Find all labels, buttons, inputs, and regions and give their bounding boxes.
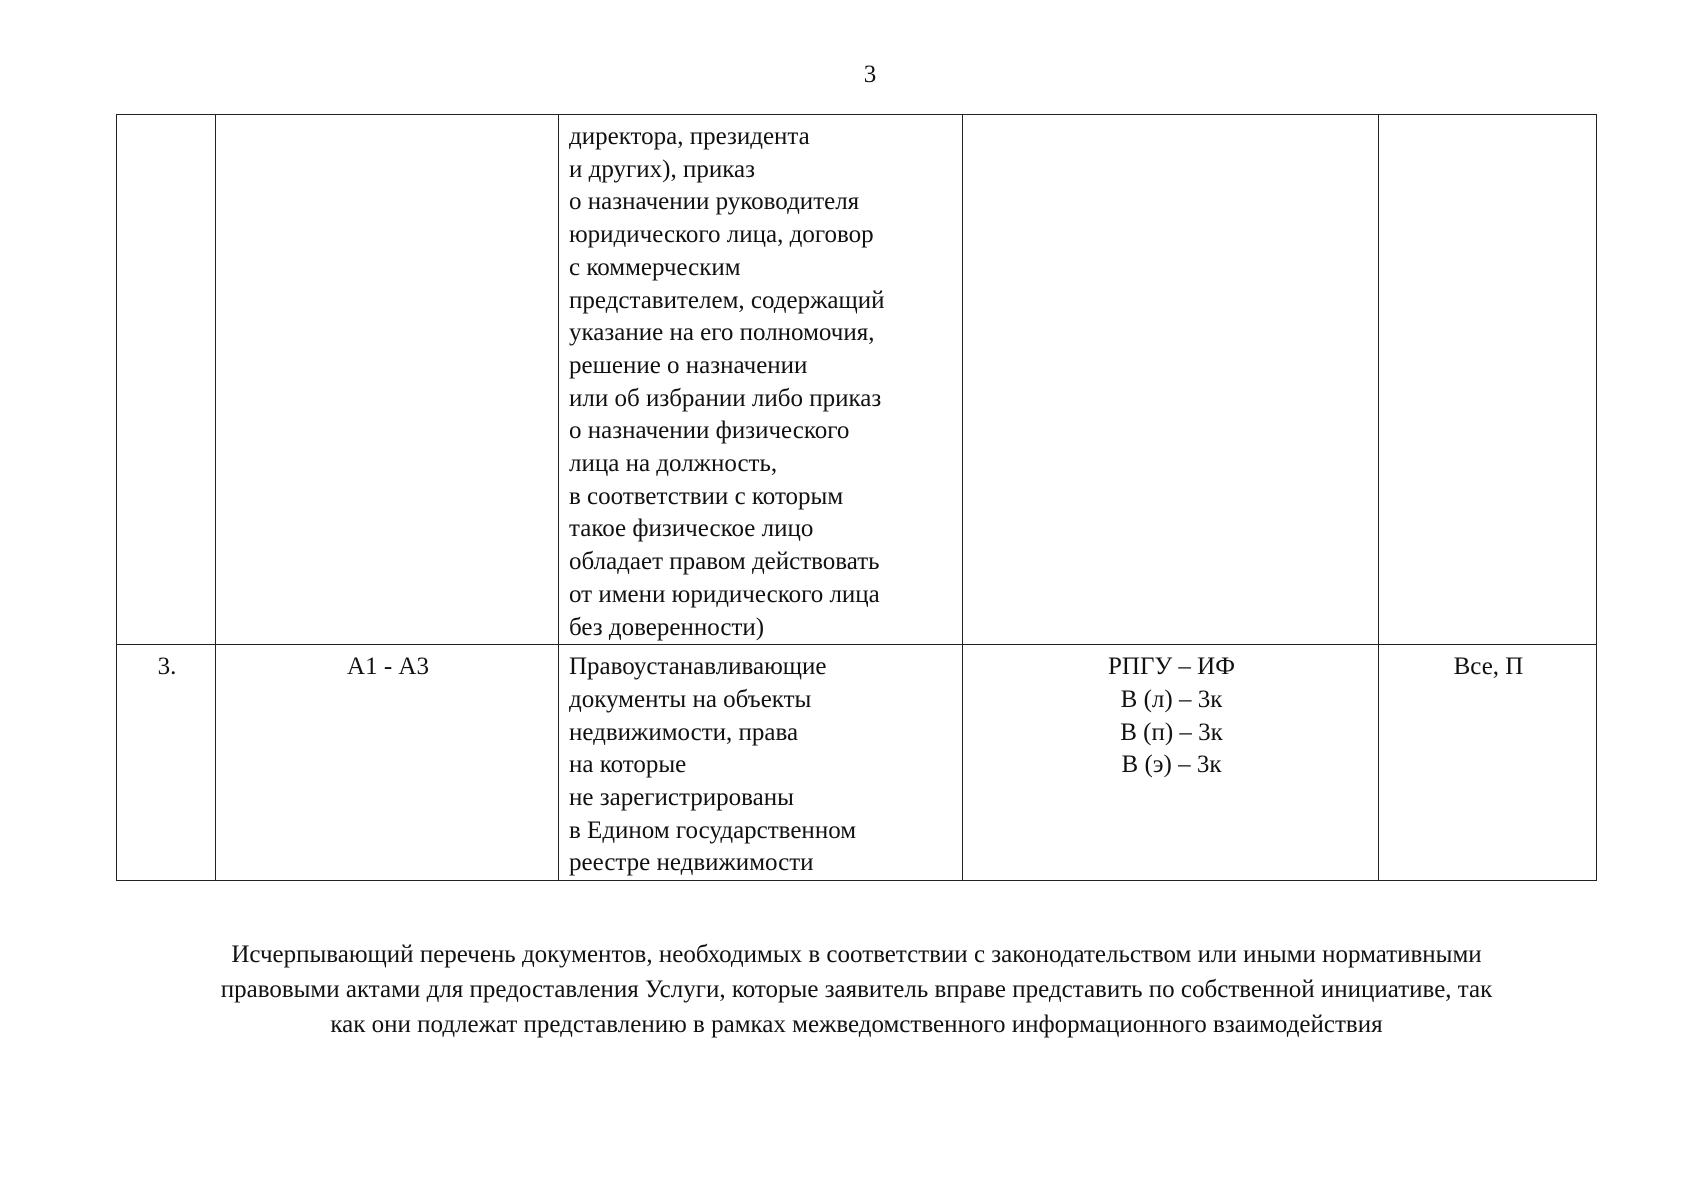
document-line: такое физическое лицо [569, 515, 814, 543]
document-line: без доверенности) [569, 613, 765, 641]
document-line: о назначении физического [569, 417, 850, 445]
document-line: обладает правом действовать [569, 548, 880, 576]
source-line: РПГУ – ИФ [1108, 653, 1235, 681]
cell-number: 3. [117, 645, 216, 881]
cell-category: Все, П [1379, 645, 1597, 881]
cell-source [963, 115, 1379, 645]
cell-code [216, 115, 559, 645]
caption-line: Исчерпывающий перечень документов, необходимых в соответствии с законодательством или иными нормативными [231, 941, 1482, 968]
cell-number [117, 115, 216, 645]
document-line: Правоустанавливающие [569, 653, 827, 681]
document-line: решение о назначении [569, 351, 808, 379]
document-line: юридического лица, договор [569, 221, 874, 249]
document-line: реестре недвижимости [569, 849, 814, 877]
document-line: на которые [569, 751, 687, 779]
source-line: В (э) – 3к [1121, 751, 1222, 779]
caption-line: как они подлежат представлению в рамках межведомственного информационного взаимодействия [330, 1011, 1383, 1038]
document-line: и других), приказ [569, 155, 755, 183]
table-row-continuation [117, 115, 1597, 645]
document-line: лица на должность, [569, 450, 778, 478]
document-line: представителем, содержащий [569, 286, 885, 314]
document-line: документы на объекты [569, 685, 812, 713]
document-line: в Едином государственном [569, 816, 857, 844]
documents-table [116, 114, 1597, 881]
caption-line: правовыми актами для предоставления Услуги, которые заявитель вправе представить по собственной инициативе, так [220, 976, 1493, 1003]
document-line: от имени юридического лица [569, 580, 880, 608]
source-line: В (л) – 3к [1120, 685, 1223, 713]
document-line: в соответствии с которым [569, 482, 844, 510]
document-line: указание на его полномочия, [569, 319, 875, 347]
document-line: директора, президента [569, 123, 810, 150]
cell-document-name [559, 645, 963, 881]
document-line: с коммерческим [569, 253, 741, 281]
cell-code: А1 - А3 [216, 645, 559, 881]
source-line: В (п) – 3к [1120, 718, 1223, 746]
page-number: 3 [863, 61, 877, 88]
document-line: или об избрании либо приказ [569, 384, 882, 412]
cell-category [1379, 115, 1597, 645]
section-caption [116, 937, 1597, 1042]
document-line: о назначении руководителя [569, 188, 860, 216]
table-row [117, 645, 1597, 881]
cell-source [963, 645, 1379, 881]
document-line: недвижимости, права [569, 718, 799, 746]
document-line: не зарегистрированы [569, 784, 794, 812]
cell-document-name [559, 115, 963, 645]
